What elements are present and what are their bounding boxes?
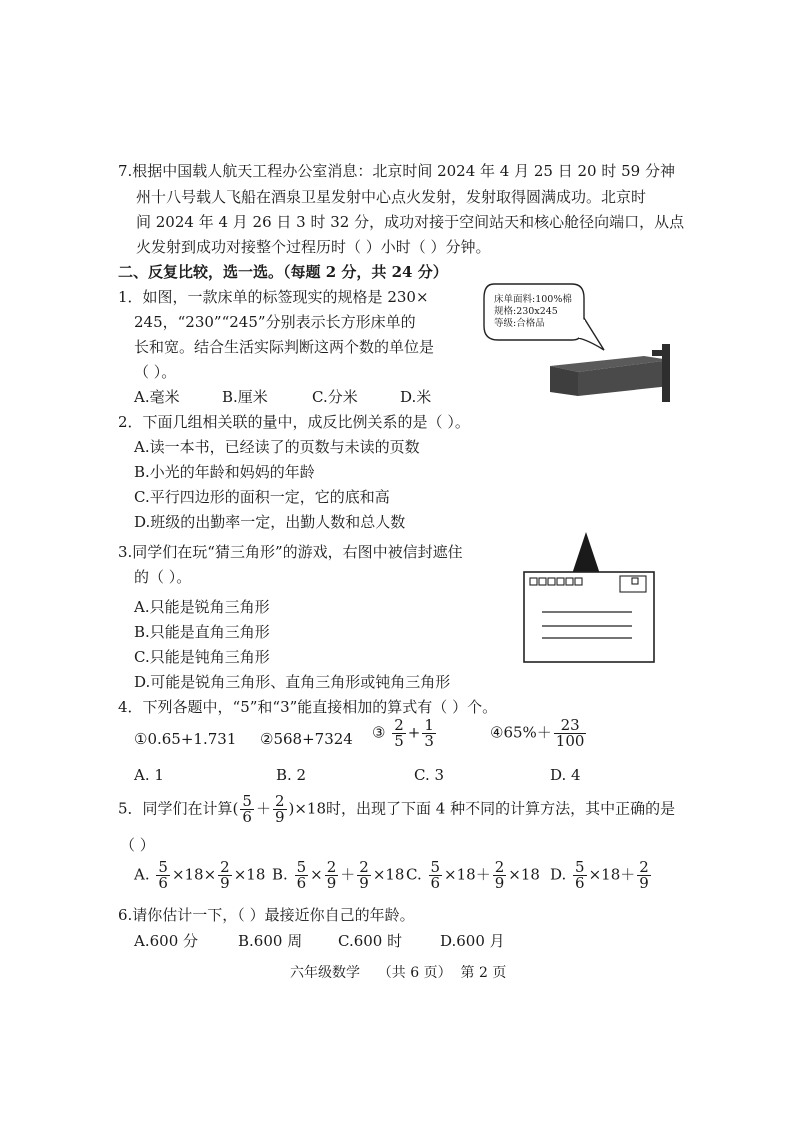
q4-expr-3-prefix: ③ bbox=[372, 723, 386, 742]
operator: × bbox=[310, 865, 323, 884]
q4-expr-4-prefix: ④65%＋ bbox=[490, 723, 552, 742]
denominator: 6 bbox=[296, 874, 307, 892]
option-label: D. bbox=[550, 865, 567, 884]
fraction bbox=[240, 794, 254, 825]
fraction bbox=[156, 860, 170, 891]
q4-stem: 4．下列各题中，“5”和“3”能直接相加的算式有（ ）个。 bbox=[118, 698, 498, 716]
denominator: 9 bbox=[494, 874, 505, 892]
q3-option-c: C.只能是钝角三角形 bbox=[134, 648, 270, 666]
numerator: 5 bbox=[575, 858, 585, 876]
fraction bbox=[554, 718, 587, 749]
q1-line-2: 245，“230”“245”分别表示长方形床单的 bbox=[134, 313, 416, 331]
fraction bbox=[573, 860, 587, 891]
fraction bbox=[422, 718, 436, 749]
q5-option-b bbox=[272, 860, 404, 891]
denominator: 9 bbox=[639, 874, 649, 892]
q4-option-c: C. 3 bbox=[414, 766, 445, 784]
q3-line-1: 3.同学们在玩“猜三角形”的游戏，右图中被信封遮住 bbox=[118, 543, 463, 561]
fraction bbox=[392, 718, 406, 749]
operator: ×18＋ bbox=[444, 865, 491, 884]
q4-option-a: A. 1 bbox=[134, 766, 164, 784]
operator: ×18 bbox=[233, 865, 266, 884]
q1-option-a: A.毫米 bbox=[134, 388, 180, 406]
q1-option-c: C.分米 bbox=[312, 388, 358, 406]
numerator: 23 bbox=[554, 718, 587, 734]
page-footer: 六年级数学 （共 6 页） 第 2 页 bbox=[290, 965, 507, 981]
q4-expr-1: ①0.65+1.731 bbox=[134, 730, 237, 748]
numerator: 2 bbox=[639, 858, 649, 876]
fraction bbox=[218, 860, 232, 891]
numerator: 1 bbox=[424, 716, 434, 734]
denominator: 6 bbox=[430, 874, 441, 892]
q2-option-c: C.平行四边形的面积一定，它的底和高 bbox=[134, 488, 390, 506]
denominator: 9 bbox=[220, 874, 230, 892]
denominator: 5 bbox=[394, 732, 404, 750]
q5-stem bbox=[118, 794, 675, 825]
denominator: 9 bbox=[326, 874, 337, 892]
q1-option-b: B.厘米 bbox=[222, 388, 268, 406]
q2-option-a: A.读一本书，已经读了的页数与未读的页数 bbox=[134, 438, 420, 456]
q6-option-b: B.600 周 bbox=[238, 932, 303, 950]
numerator: 2 bbox=[220, 858, 230, 876]
numerator: 2 bbox=[274, 792, 285, 810]
numerator: 5 bbox=[158, 858, 168, 876]
operator: ×18× bbox=[171, 865, 217, 884]
numerator: 5 bbox=[242, 792, 252, 810]
fraction bbox=[637, 860, 651, 891]
q3-line-2: 的（ ）。 bbox=[134, 568, 192, 586]
numerator: 2 bbox=[394, 716, 404, 734]
fraction bbox=[273, 794, 287, 825]
denominator: 3 bbox=[424, 732, 434, 750]
q1-line-4: （ ）。 bbox=[134, 363, 177, 381]
section-2-title: 二、反复比较，选一选。（每题 2 分，共 24 分） bbox=[118, 263, 448, 281]
q7-line-2: 州十八号载人飞船在酒泉卫星发射中心点火发射，发射取得圆满成功。北京时 bbox=[136, 188, 647, 206]
q3-option-a: A.只能是锐角三角形 bbox=[134, 598, 270, 616]
operator: ×18 bbox=[508, 865, 540, 884]
q2-stem: 2．下面几组相关联的量中，成反比例关系的是（ ）。 bbox=[118, 413, 470, 431]
q6-option-c: C.600 时 bbox=[338, 932, 403, 950]
denominator: 6 bbox=[575, 874, 585, 892]
bed-image bbox=[548, 340, 680, 402]
q1-option-d: D.米 bbox=[400, 388, 432, 406]
numerator: 2 bbox=[326, 858, 337, 876]
q4-expr-2: ②568+7324 bbox=[260, 730, 353, 748]
operator: ×18＋ bbox=[588, 865, 636, 884]
operator: ×18 bbox=[372, 865, 405, 884]
q1-line-3: 长和宽。结合生活实际判断这两个数的单位是 bbox=[134, 338, 435, 356]
plus-sign: + bbox=[407, 723, 421, 742]
fraction bbox=[493, 860, 507, 891]
q5-option-d bbox=[550, 860, 653, 891]
bed-label-text bbox=[494, 294, 572, 330]
plus-sign: ＋ bbox=[255, 799, 271, 818]
denominator: 9 bbox=[359, 874, 369, 892]
operator: ＋ bbox=[340, 865, 356, 884]
numerator: 2 bbox=[359, 858, 369, 876]
q3-option-b: B.只能是直角三角形 bbox=[134, 623, 270, 641]
q7-line-1: 7.根据中国载人航天工程办公室消息：北京时间 2024 年 4 月 25 日 20 时 59 分神 bbox=[118, 162, 675, 180]
fraction bbox=[429, 860, 443, 891]
option-label: B. bbox=[272, 865, 288, 884]
q5-option-c bbox=[406, 860, 540, 891]
option-label: A. bbox=[134, 865, 150, 884]
numerator: 5 bbox=[296, 858, 307, 876]
option-label: C. bbox=[406, 865, 422, 884]
q5-stem-end: )×18时，出现了下面 4 种不同的计算方法，其中正确的是 bbox=[288, 799, 676, 818]
q5-stem-start: 5．同学们在计算( bbox=[118, 799, 239, 818]
q2-option-b: B.小光的年龄和妈妈的年龄 bbox=[134, 463, 315, 481]
bed-label-line-3: 等级:合格品 bbox=[494, 318, 545, 329]
q3-option-d: D.可能是锐角三角形、直角三角形或钝角三角形 bbox=[134, 673, 451, 691]
denominator: 6 bbox=[242, 808, 252, 826]
q5-option-a bbox=[134, 860, 265, 891]
q1-line-1: 1．如图，一款床单的标签现实的规格是 230× bbox=[118, 288, 429, 306]
q4-expr-3 bbox=[372, 718, 438, 749]
q6-stem: 6.请你估计一下，（ ）最接近你自己的年龄。 bbox=[118, 906, 415, 924]
q7-line-4: 火发射到成功对接整个过程历时（ ）小时（ ）分钟。 bbox=[136, 238, 491, 256]
bed-label-line-1: 床单面料:100%棉 bbox=[494, 294, 572, 305]
fraction bbox=[325, 860, 339, 891]
q6-option-a: A.600 分 bbox=[134, 932, 198, 950]
denominator: 9 bbox=[274, 808, 285, 826]
fraction bbox=[357, 860, 371, 891]
numerator: 2 bbox=[494, 858, 505, 876]
q2-option-d: D.班级的出勤率一定，出勤人数和总人数 bbox=[134, 513, 406, 531]
denominator: 100 bbox=[555, 732, 585, 750]
triangle-tip bbox=[572, 532, 600, 574]
q6-option-d: D.600 月 bbox=[440, 932, 505, 950]
bed-label-line-2: 规格:230x245 bbox=[494, 306, 558, 317]
q4-option-b: B. 2 bbox=[276, 766, 307, 784]
numerator: 5 bbox=[430, 858, 441, 876]
q7-line-3: 间 2024 年 4 月 26 日 3 时 32 分，成功对接于空间站天和核心舱径向端口，从点 bbox=[136, 213, 685, 231]
q4-option-d: D. 4 bbox=[550, 766, 581, 784]
denominator: 6 bbox=[158, 874, 168, 892]
fraction bbox=[295, 860, 309, 891]
envelope-triangle-figure bbox=[520, 530, 660, 666]
q5-blank-line: （ ） bbox=[120, 836, 155, 854]
q4-expr-4 bbox=[490, 718, 588, 749]
